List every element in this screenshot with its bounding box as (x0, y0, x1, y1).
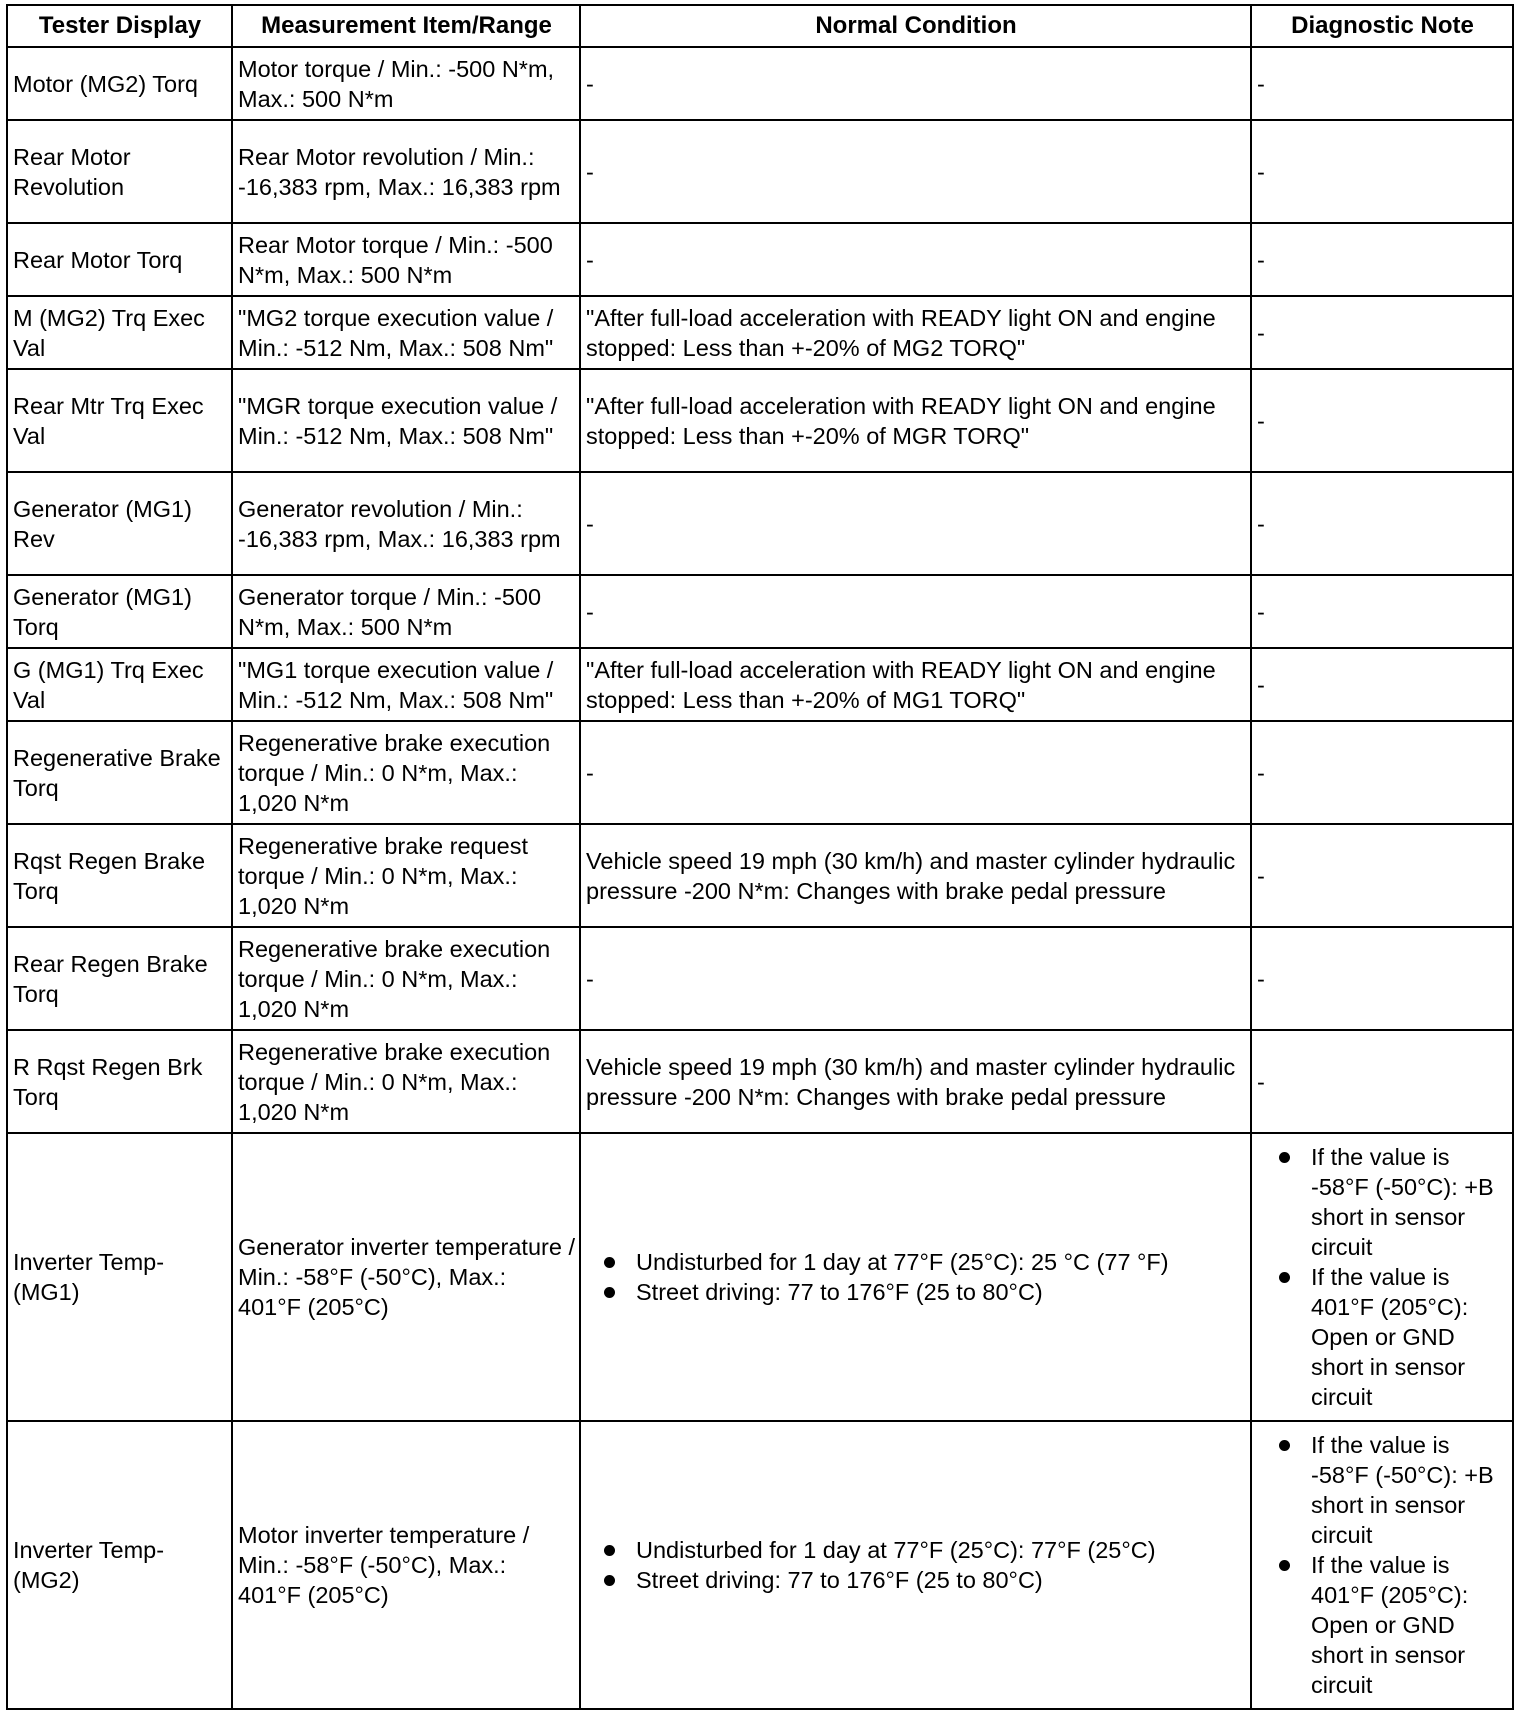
list-item: Street driving: 77 to 176°F (25 to 80°C) (586, 1565, 1246, 1595)
diagnostic-note-cell: - (1251, 223, 1513, 296)
tester-display-cell: M (MG2) Trq Exec Val (7, 296, 232, 369)
normal-condition-cell: - (580, 575, 1251, 648)
normal-condition-cell: - (580, 721, 1251, 824)
table-row (7, 223, 1513, 296)
measurement-cell: Generator torque / Min.: -500 N*m, Max.: 500 N*m (232, 575, 580, 648)
diagnostic-note-cell: - (1251, 648, 1513, 721)
diagnostic-note-cell: - (1251, 1030, 1513, 1133)
header-measurement: Measurement Item/Range (232, 5, 580, 47)
table-row (7, 120, 1513, 223)
data-list-table (6, 4, 1514, 1710)
diagnostic-note-cell: - (1251, 927, 1513, 1030)
tester-display-cell: Rqst Regen Brake Torq (7, 824, 232, 927)
measurement-cell: Generator revolution / Min.: -16,383 rpm, Max.: 16,383 rpm (232, 472, 580, 575)
normal-condition-cell: "After full-load acceleration with READY light ON and engine stopped: Less than +-20% of MGR TORQ" (580, 369, 1251, 472)
list-item: If the value is 401°F (205°C): Open or GND short in sensor circuit (1257, 1550, 1508, 1700)
tester-display-cell: Motor (MG2) Torq (7, 47, 232, 120)
diagnostic-note-cell: - (1251, 47, 1513, 120)
measurement-cell: "MG1 torque execution value / Min.: -512 Nm, Max.: 508 Nm" (232, 648, 580, 721)
measurement-cell: Generator inverter temperature / Min.: -58°F (-50°C), Max.: 401°F (205°C) (232, 1133, 580, 1421)
normal-condition-cell: "After full-load acceleration with READY light ON and engine stopped: Less than +-20% of MG2 TORQ" (580, 296, 1251, 369)
diagnostic-note-cell: - (1251, 472, 1513, 575)
tester-display-cell: G (MG1) Trq Exec Val (7, 648, 232, 721)
measurement-cell: Motor torque / Min.: -500 N*m, Max.: 500 N*m (232, 47, 580, 120)
measurement-cell: Regenerative brake request torque / Min.: 0 N*m, Max.: 1,020 N*m (232, 824, 580, 927)
normal-condition-cell: - (580, 47, 1251, 120)
header-tester-display: Tester Display (7, 5, 232, 47)
measurement-cell: Regenerative brake execution torque / Min.: 0 N*m, Max.: 1,020 N*m (232, 721, 580, 824)
diagnostic-note-cell: - (1251, 721, 1513, 824)
tester-display-cell: Rear Motor Torq (7, 223, 232, 296)
diagnostic-note-cell: - (1251, 824, 1513, 927)
table-row-inverter-mg2 (7, 1421, 1513, 1709)
table-row (7, 648, 1513, 721)
measurement-cell: "MG2 torque execution value / Min.: -512 Nm, Max.: 508 Nm" (232, 296, 580, 369)
diagnostic-note-cell: - (1251, 575, 1513, 648)
header-normal-condition: Normal Condition (580, 5, 1251, 47)
tester-display-cell: Inverter Temp-(MG1) (7, 1133, 232, 1421)
normal-condition-cell: Vehicle speed 19 mph (30 km/h) and master cylinder hydraulic pressure -200 N*m: Changes with brake pedal pressure (580, 824, 1251, 927)
list-item: Undisturbed for 1 day at 77°F (25°C): 77°F (25°C) (586, 1535, 1246, 1565)
tester-display-cell: Generator (MG1) Rev (7, 472, 232, 575)
table-row (7, 1030, 1513, 1133)
measurement-cell: Regenerative brake execution torque / Min.: 0 N*m, Max.: 1,020 N*m (232, 927, 580, 1030)
normal-condition-cell: - (580, 120, 1251, 223)
normal-condition-cell: Vehicle speed 19 mph (30 km/h) and master cylinder hydraulic pressure -200 N*m: Changes with brake pedal pressure (580, 1030, 1251, 1133)
diagnostic-note-cell: - (1251, 369, 1513, 472)
diagnostic-note-cell (1251, 1133, 1513, 1421)
table-row (7, 472, 1513, 575)
tester-display-cell: R Rqst Regen Brk Torq (7, 1030, 232, 1133)
table-row (7, 369, 1513, 472)
table-row (7, 927, 1513, 1030)
tester-display-cell: Rear Motor Revolution (7, 120, 232, 223)
table-header-row (7, 5, 1513, 47)
list-item: If the value is -58°F (-50°C): +B short in sensor circuit (1257, 1430, 1508, 1550)
normal-condition-cell: "After full-load acceleration with READY light ON and engine stopped: Less than +-20% of MG1 TORQ" (580, 648, 1251, 721)
diagnostic-note-cell: - (1251, 120, 1513, 223)
data-list-sheet (6, 4, 1512, 1710)
diagnostic-note-cell (1251, 1421, 1513, 1709)
table-row (7, 47, 1513, 120)
header-diagnostic-note: Diagnostic Note (1251, 5, 1513, 47)
diagnostic-note-list (1257, 1142, 1508, 1412)
normal-condition-list (586, 1535, 1246, 1595)
tester-display-cell: Generator (MG1) Torq (7, 575, 232, 648)
normal-condition-cell: - (580, 472, 1251, 575)
list-item: Undisturbed for 1 day at 77°F (25°C): 25 °C (77 °F) (586, 1247, 1246, 1277)
normal-condition-cell: - (580, 927, 1251, 1030)
tester-display-cell: Rear Mtr Trq Exec Val (7, 369, 232, 472)
tester-display-cell: Rear Regen Brake Torq (7, 927, 232, 1030)
measurement-cell: Motor inverter temperature / Min.: -58°F (-50°C), Max.: 401°F (205°C) (232, 1421, 580, 1709)
diagnostic-note-cell: - (1251, 296, 1513, 369)
measurement-cell: "MGR torque execution value / Min.: -512 Nm, Max.: 508 Nm" (232, 369, 580, 472)
table-row (7, 721, 1513, 824)
table-row-inverter-mg1 (7, 1133, 1513, 1421)
tester-display-cell: Regenerative Brake Torq (7, 721, 232, 824)
table-row (7, 296, 1513, 369)
table-row (7, 824, 1513, 927)
tester-display-cell: Inverter Temp-(MG2) (7, 1421, 232, 1709)
normal-condition-cell (580, 1133, 1251, 1421)
normal-condition-cell: - (580, 223, 1251, 296)
measurement-cell: Rear Motor revolution / Min.: -16,383 rpm, Max.: 16,383 rpm (232, 120, 580, 223)
normal-condition-list (586, 1247, 1246, 1307)
list-item: If the value is 401°F (205°C): Open or GND short in sensor circuit (1257, 1262, 1508, 1412)
measurement-cell: Rear Motor torque / Min.: -500 N*m, Max.: 500 N*m (232, 223, 580, 296)
list-item: If the value is -58°F (-50°C): +B short in sensor circuit (1257, 1142, 1508, 1262)
diagnostic-note-list (1257, 1430, 1508, 1700)
normal-condition-cell (580, 1421, 1251, 1709)
table-row (7, 575, 1513, 648)
measurement-cell: Regenerative brake execution torque / Min.: 0 N*m, Max.: 1,020 N*m (232, 1030, 580, 1133)
list-item: Street driving: 77 to 176°F (25 to 80°C) (586, 1277, 1246, 1307)
